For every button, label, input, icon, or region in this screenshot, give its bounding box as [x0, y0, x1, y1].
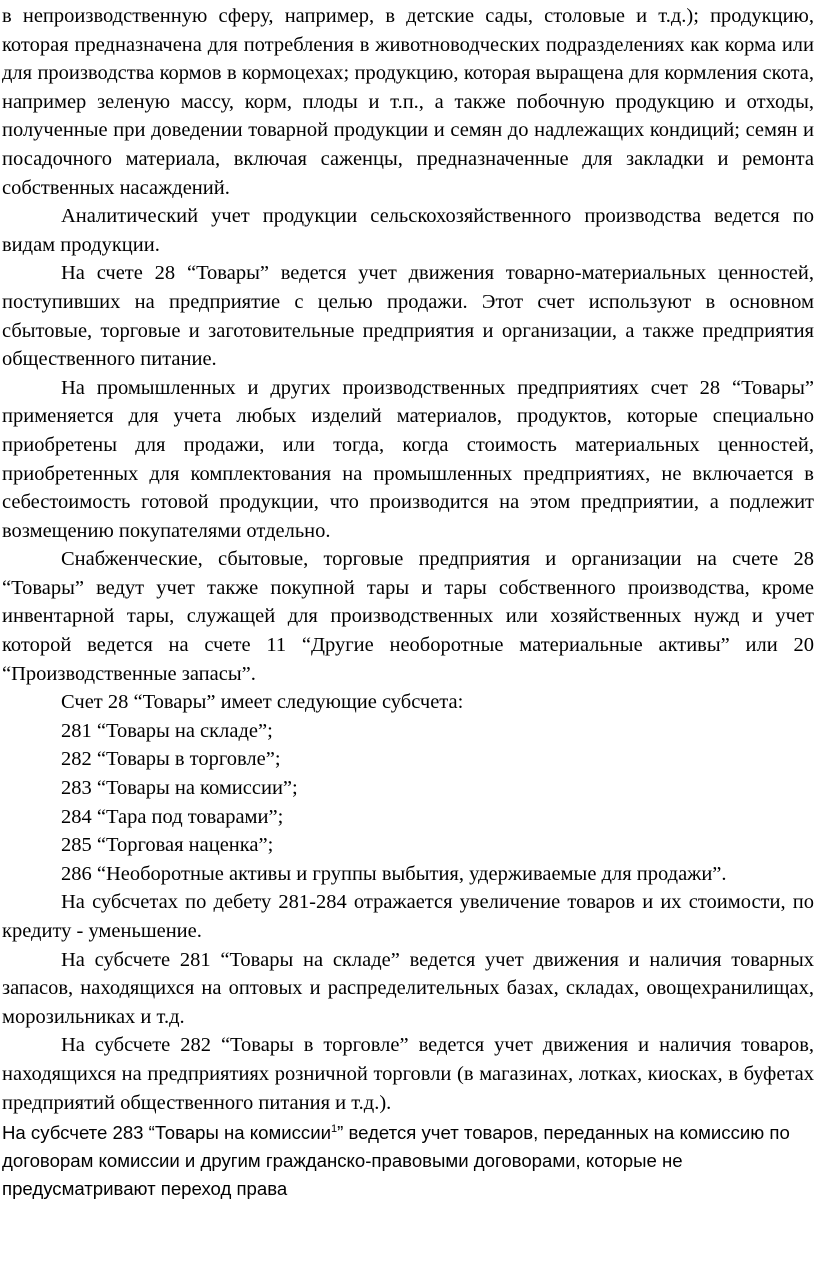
- list-item: 282 “Товары в торговле”;: [61, 748, 281, 771]
- list-item: 283 “Товары на комиссии”;: [61, 777, 298, 800]
- paragraph-packaging-accounting: Снабженческие, сбытовые, торговые предприятия и организации на счете 28 “Товары” ведут учет также покупной тары и тары собственного производства, кроме инвентарной тары, служащей для производственных или хозяйственных нужд и учет которой ведется на счете 11 “Другие необоротные материальные активы” или 20 “Производственные запасы”.: [2, 548, 814, 685]
- paragraph-text-start: На субсчете 283 “Товары на комиссии: [2, 1122, 331, 1144]
- footnote-mark: 1: [331, 1122, 338, 1135]
- document-page: [2, 2, 814, 1203]
- list-item: 285 “Торговая наценка”;: [61, 834, 274, 857]
- paragraph-subaccount-286: 286 “Необоротные активы и группы выбытия, удерживаемые для продажи”.: [61, 862, 727, 885]
- paragraph-analytical-accounting: Аналитический учет продукции сельскохозяйственного производства ведется по видам продукции.: [2, 205, 814, 256]
- paragraph-subaccounts-intro: Счет 28 “Товары” имеет следующие субсчета:: [61, 691, 464, 714]
- paragraph-subaccount-281: На субсчете 281 “Товары на складе” ведется учет движения и наличия товарных запасов, находящихся на оптовых и распределительных базах, складах, овощехранилищах, морозильниках и т.д.: [2, 948, 814, 1028]
- list-item: 281 “Товары на складе”;: [61, 719, 273, 742]
- list-item: 284 “Тара под товарами”;: [61, 805, 284, 828]
- paragraph-subaccount-283: [2, 1119, 814, 1203]
- paragraph-account-28-goods: На счете 28 “Товары” ведется учет движения товарно-материальных ценностей, поступивших на предприятие с целью продажи. Этот счет используют в основном сбытовые, торговые и заготовительные предприятия и организации, а также предприятия общественного питание.: [2, 262, 814, 371]
- subaccounts-list: [2, 717, 814, 860]
- paragraph-text-end: ” ведется учет товаров, переданных на комиссию по договорам комиссии и другим гражданско-правовыми договорами, которые не предусматривают переход права: [2, 1122, 790, 1200]
- paragraph-industrial-enterprises: На промышленных и других производственных предприятиях счет 28 “Товары” применяется для учета любых изделий материалов, продуктов, которые специально приобретены для продажи, или тогда, когда стоимость материальных ценностей, приобретенных для комплектования на промышленных предприятиях, не включается в себестоимость готовой продукции, что производится на этом предприятии, а подлежит возмещению покупателями отдельно.: [2, 376, 814, 542]
- paragraph-debit-credit: На субсчетах по дебету 281-284 отражается увеличение товаров и их стоимости, по кредиту - уменьшение.: [2, 891, 814, 942]
- paragraph-subaccount-282: На субсчете 282 “Товары в торговле” ведется учет движения и наличия товаров, находящихся на предприятиях розничной торговли (в магазинах, лотках, киосках, в буфетах предприятий общественного питания и т.д.).: [2, 1034, 814, 1114]
- paragraph-production-continuation: в непроизводственную сферу, например, в детские сады, столовые и т.д.); продукцию, которая предназначена для потребления в животноводческих подразделениях как корма или для производства кормов в кормоцехах; продукцию, которая выращена для кормления скота, например зеленую массу, корм, плоды и т.п., а также побочную продукцию и отходы, полученные при доведении товарной продукции и семян до надлежащих кондиций; семян и посадочного материала, включая саженцы, предназначенные для закладки и ремонта собственных насаждений.: [2, 5, 814, 199]
